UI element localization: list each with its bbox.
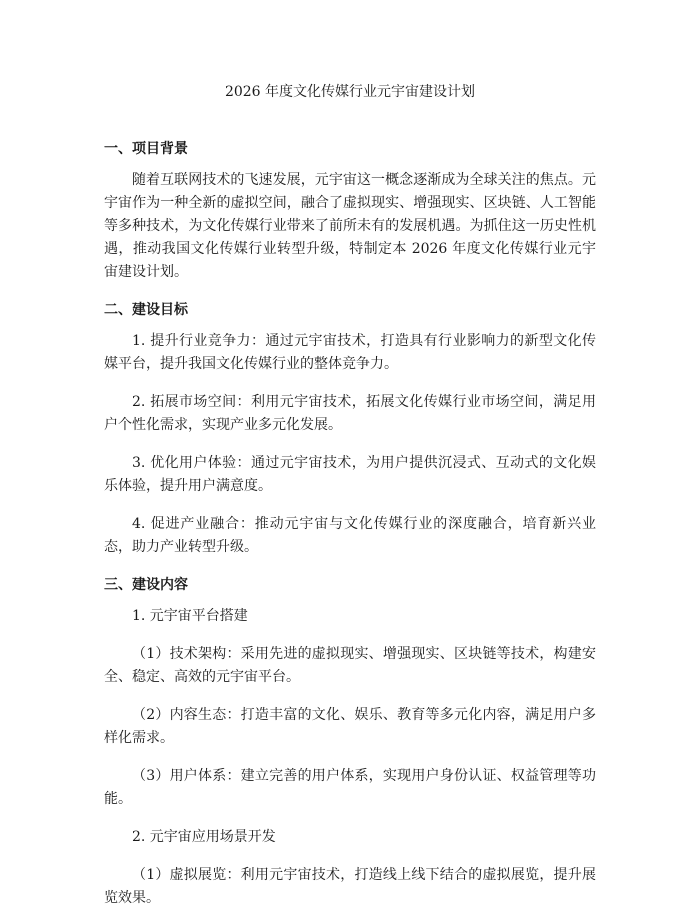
- section-goals: [104, 299, 596, 559]
- list-item: 1. 提升行业竞争力：通过元宇宙技术，打造具有行业影响力的新型文化传媒平台，提升我国文化传媒行业的整体竞争力。: [104, 333, 596, 372]
- subsection-title: 1. 元宇宙平台搭建: [132, 608, 248, 624]
- section-background: [104, 138, 596, 284]
- list-item: （1）虚拟展览：利用元宇宙技术，打造线上线下结合的虚拟展览，提升展览效果。: [104, 867, 596, 906]
- section-content: [104, 574, 596, 910]
- list-item: （1）技术架构：采用先进的虚拟现实、增强现实、区块链等技术，构建安全、稳定、高效的元宇宙平台。: [104, 646, 596, 685]
- list-item: （3）用户体系：建立完善的用户体系，实现用户身份认证、权益管理等功能。: [104, 768, 596, 807]
- document-title: 2026 年度文化传媒行业元宇宙建设计划: [224, 84, 476, 100]
- list-item: 3. 优化用户体验：通过元宇宙技术，为用户提供沉浸式、互动式的文化娱乐体验，提升用户满意度。: [104, 455, 596, 494]
- list-item: 2. 拓展市场空间：利用元宇宙技术，拓展文化传媒行业市场空间，满足用户个性化需求，实现产业多元化发展。: [104, 394, 596, 433]
- section-heading: 一、项目背景: [104, 141, 188, 157]
- list-item: 4. 促进产业融合：推动元宇宙与文化传媒行业的深度融合，培育新兴业态，助力产业转型升级。: [104, 516, 596, 555]
- list-item: （2）内容生态：打造丰富的文化、娱乐、教育等多元化内容，满足用户多样化需求。: [104, 707, 596, 746]
- section-heading: 二、建设目标: [104, 302, 188, 318]
- subsection-title: 2. 元宇宙应用场景开发: [132, 829, 276, 845]
- section-heading: 三、建设内容: [104, 577, 188, 593]
- paragraph: 随着互联网技术的飞速发展，元宇宙这一概念逐渐成为全球关注的焦点。元宇宙作为一种全新的虚拟空间，融合了虚拟现实、增强现实、区块链、人工智能等多种技术，为文化传媒行业带来了前所未有的发展机遇。为抓住这一历史性机遇，推动我国文化传媒行业转型升级，特制定本 2026 年度文化传媒行业元宇宙建设计划。: [104, 172, 596, 280]
